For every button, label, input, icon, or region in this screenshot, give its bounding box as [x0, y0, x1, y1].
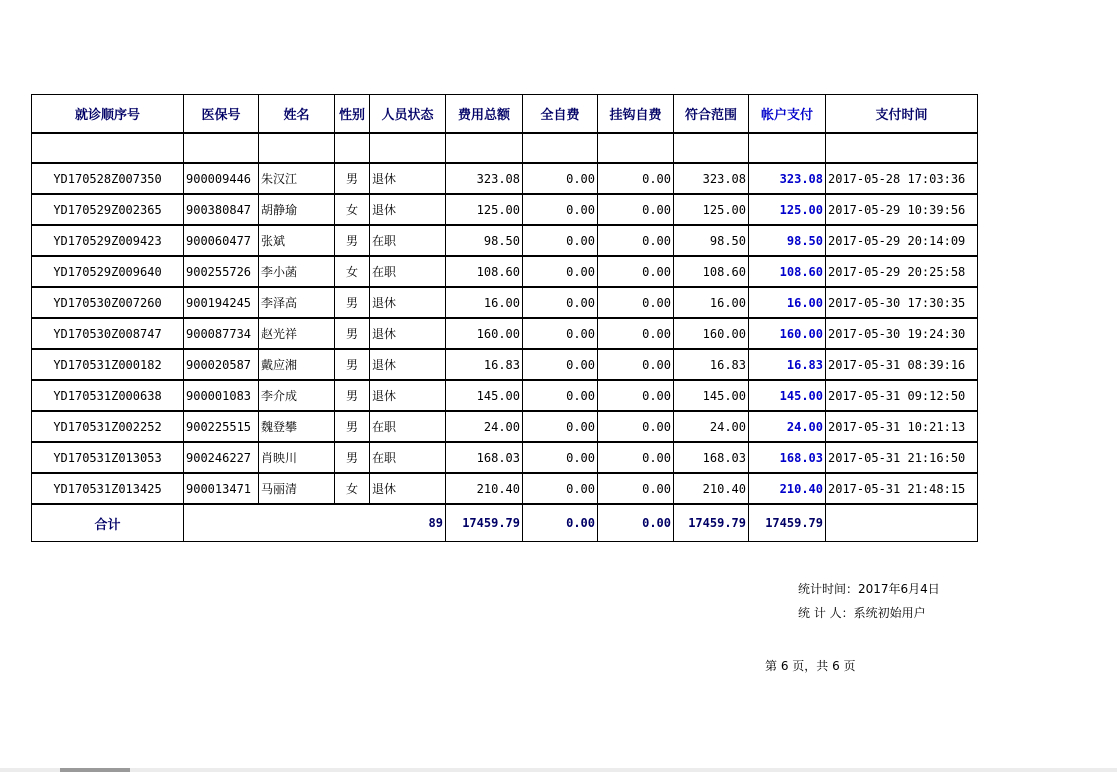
cell-account-pay: 210.40 — [749, 473, 826, 504]
cell-account-pay: 98.50 — [749, 225, 826, 256]
cell-name: 李介成 — [259, 380, 335, 411]
table-row — [32, 287, 978, 318]
cell-hook-self-pay: 0.00 — [598, 318, 674, 349]
cell-sex: 男 — [335, 225, 370, 256]
cell-sex: 女 — [335, 256, 370, 287]
cell-seq: YD170531Z013425 — [32, 473, 184, 504]
cell-in-range: 323.08 — [674, 163, 749, 194]
cell-seq: YD170529Z009640 — [32, 256, 184, 287]
cell-insurance-no: 900060477 — [184, 225, 259, 256]
cell-status: 退休 — [370, 318, 446, 349]
cell-seq: YD170529Z009423 — [32, 225, 184, 256]
cell-account-pay: 168.03 — [749, 442, 826, 473]
stat-time: 统计时间：2017年6月4日 — [798, 582, 940, 596]
table-row — [32, 163, 978, 194]
cell-insurance-no: 900194245 — [184, 287, 259, 318]
cell-pay-time: 2017-05-29 20:25:58 — [826, 256, 978, 287]
cell-name: 朱汉江 — [259, 163, 335, 194]
cell-pay-time: 2017-05-31 21:16:50 — [826, 442, 978, 473]
header-hook-self-pay: 挂钩自费 — [598, 95, 674, 134]
table-row — [32, 194, 978, 225]
header-sex: 性别 — [335, 95, 370, 134]
header-in-range: 符合范围 — [674, 95, 749, 134]
cell-total: 98.50 — [446, 225, 523, 256]
cell-hook-self-pay: 0.00 — [598, 256, 674, 287]
cell-insurance-no: 900380847 — [184, 194, 259, 225]
cell-in-range: 16.00 — [674, 287, 749, 318]
cell-name: 胡静瑜 — [259, 194, 335, 225]
cell-seq: YD170528Z007350 — [32, 163, 184, 194]
totals-label: 合计 — [32, 504, 184, 542]
cell-seq: YD170531Z002252 — [32, 411, 184, 442]
table-row — [32, 473, 978, 504]
cell-name: 李小菡 — [259, 256, 335, 287]
table-row — [32, 225, 978, 256]
cell-total: 16.83 — [446, 349, 523, 380]
cell-sex: 男 — [335, 380, 370, 411]
header-seq: 就诊顺序号 — [32, 95, 184, 134]
cell-total: 24.00 — [446, 411, 523, 442]
cell-self-pay: 0.00 — [523, 163, 598, 194]
cell-self-pay: 0.00 — [523, 380, 598, 411]
cell-hook-self-pay: 0.00 — [598, 194, 674, 225]
cell-account-pay: 108.60 — [749, 256, 826, 287]
cell-total: 168.03 — [446, 442, 523, 473]
cell-total: 210.40 — [446, 473, 523, 504]
cell-self-pay: 0.00 — [523, 256, 598, 287]
cell-in-range: 125.00 — [674, 194, 749, 225]
table-row — [32, 349, 978, 380]
cell-account-pay: 16.83 — [749, 349, 826, 380]
totals-account-pay: 17459.79 — [749, 504, 826, 542]
cell-insurance-no: 900001083 — [184, 380, 259, 411]
stat-person: 统 计 人：系统初始用户 — [798, 606, 926, 620]
cell-seq: YD170530Z008747 — [32, 318, 184, 349]
cell-in-range: 210.40 — [674, 473, 749, 504]
cell-status: 在职 — [370, 225, 446, 256]
cell-insurance-no: 900020587 — [184, 349, 259, 380]
cell-insurance-no: 900246227 — [184, 442, 259, 473]
table-row — [32, 318, 978, 349]
cell-pay-time: 2017-05-30 17:30:35 — [826, 287, 978, 318]
cell-hook-self-pay: 0.00 — [598, 411, 674, 442]
header-pay-time: 支付时间 — [826, 95, 978, 134]
cell-account-pay: 145.00 — [749, 380, 826, 411]
cell-status: 退休 — [370, 349, 446, 380]
cell-pay-time: 2017-05-31 08:39:16 — [826, 349, 978, 380]
report-table — [31, 94, 978, 542]
cell-in-range: 98.50 — [674, 225, 749, 256]
cell-status: 退休 — [370, 287, 446, 318]
cell-status: 退休 — [370, 473, 446, 504]
totals-empty — [826, 504, 978, 542]
cell-sex: 男 — [335, 287, 370, 318]
scrollbar-thumb[interactable] — [60, 768, 130, 772]
cell-account-pay: 24.00 — [749, 411, 826, 442]
cell-seq: YD170529Z002365 — [32, 194, 184, 225]
cell-self-pay: 0.00 — [523, 287, 598, 318]
header-insurance-no: 医保号 — [184, 95, 259, 134]
cell-in-range: 16.83 — [674, 349, 749, 380]
header-self-pay: 全自费 — [523, 95, 598, 134]
cell-pay-time: 2017-05-30 19:24:30 — [826, 318, 978, 349]
cell-self-pay: 0.00 — [523, 225, 598, 256]
cell-hook-self-pay: 0.00 — [598, 287, 674, 318]
cell-self-pay: 0.00 — [523, 411, 598, 442]
header-name: 姓名 — [259, 95, 335, 134]
cell-total: 145.00 — [446, 380, 523, 411]
cell-seq: YD170531Z000182 — [32, 349, 184, 380]
cell-self-pay: 0.00 — [523, 473, 598, 504]
cell-in-range: 145.00 — [674, 380, 749, 411]
cell-insurance-no: 900013471 — [184, 473, 259, 504]
cell-total: 160.00 — [446, 318, 523, 349]
cell-name: 李泽高 — [259, 287, 335, 318]
cell-in-range: 24.00 — [674, 411, 749, 442]
cell-sex: 女 — [335, 473, 370, 504]
cell-self-pay: 0.00 — [523, 442, 598, 473]
table-row — [32, 380, 978, 411]
cell-total: 323.08 — [446, 163, 523, 194]
cell-total: 108.60 — [446, 256, 523, 287]
cell-pay-time: 2017-05-31 21:48:15 — [826, 473, 978, 504]
cell-hook-self-pay: 0.00 — [598, 163, 674, 194]
cell-pay-time: 2017-05-28 17:03:36 — [826, 163, 978, 194]
horizontal-scrollbar[interactable] — [0, 768, 1117, 772]
cell-status: 退休 — [370, 163, 446, 194]
cell-name: 肖映川 — [259, 442, 335, 473]
cell-self-pay: 0.00 — [523, 349, 598, 380]
cell-hook-self-pay: 0.00 — [598, 442, 674, 473]
blank-row — [32, 133, 978, 163]
header-status: 人员状态 — [370, 95, 446, 134]
cell-status: 在职 — [370, 256, 446, 287]
cell-seq: YD170531Z013053 — [32, 442, 184, 473]
cell-insurance-no: 900009446 — [184, 163, 259, 194]
cell-pay-time: 2017-05-29 10:39:56 — [826, 194, 978, 225]
cell-name: 魏登攀 — [259, 411, 335, 442]
cell-in-range: 108.60 — [674, 256, 749, 287]
cell-pay-time: 2017-05-31 09:12:50 — [826, 380, 978, 411]
table-row — [32, 411, 978, 442]
totals-in-range: 17459.79 — [674, 504, 749, 542]
cell-account-pay: 16.00 — [749, 287, 826, 318]
cell-self-pay: 0.00 — [523, 194, 598, 225]
cell-sex: 男 — [335, 411, 370, 442]
cell-insurance-no: 900087734 — [184, 318, 259, 349]
cell-status: 在职 — [370, 442, 446, 473]
cell-name: 戴应湘 — [259, 349, 335, 380]
cell-total: 16.00 — [446, 287, 523, 318]
totals-hook-self-pay: 0.00 — [598, 504, 674, 542]
cell-insurance-no: 900255726 — [184, 256, 259, 287]
cell-account-pay: 160.00 — [749, 318, 826, 349]
cell-status: 在职 — [370, 411, 446, 442]
totals-total: 17459.79 — [446, 504, 523, 542]
header-account-pay: 帐户支付 — [749, 95, 826, 134]
cell-pay-time: 2017-05-29 20:14:09 — [826, 225, 978, 256]
cell-account-pay: 125.00 — [749, 194, 826, 225]
cell-seq: YD170530Z007260 — [32, 287, 184, 318]
totals-count: 89 — [184, 504, 446, 542]
cell-status: 退休 — [370, 380, 446, 411]
cell-sex: 女 — [335, 194, 370, 225]
cell-in-range: 160.00 — [674, 318, 749, 349]
cell-name: 张斌 — [259, 225, 335, 256]
cell-insurance-no: 900225515 — [184, 411, 259, 442]
cell-hook-self-pay: 0.00 — [598, 349, 674, 380]
totals-row — [32, 504, 978, 542]
table-row — [32, 256, 978, 287]
cell-sex: 男 — [335, 442, 370, 473]
header-row — [32, 95, 978, 134]
cell-name: 赵光祥 — [259, 318, 335, 349]
table-row — [32, 442, 978, 473]
cell-sex: 男 — [335, 318, 370, 349]
page-indicator: 第 6 页，共 6 页 — [765, 659, 856, 673]
cell-hook-self-pay: 0.00 — [598, 380, 674, 411]
cell-pay-time: 2017-05-31 10:21:13 — [826, 411, 978, 442]
header-total: 费用总额 — [446, 95, 523, 134]
cell-name: 马丽清 — [259, 473, 335, 504]
cell-hook-self-pay: 0.00 — [598, 225, 674, 256]
cell-total: 125.00 — [446, 194, 523, 225]
cell-seq: YD170531Z000638 — [32, 380, 184, 411]
cell-status: 退休 — [370, 194, 446, 225]
cell-hook-self-pay: 0.00 — [598, 473, 674, 504]
cell-self-pay: 0.00 — [523, 318, 598, 349]
cell-sex: 男 — [335, 349, 370, 380]
cell-in-range: 168.03 — [674, 442, 749, 473]
cell-sex: 男 — [335, 163, 370, 194]
totals-self-pay: 0.00 — [523, 504, 598, 542]
cell-account-pay: 323.08 — [749, 163, 826, 194]
